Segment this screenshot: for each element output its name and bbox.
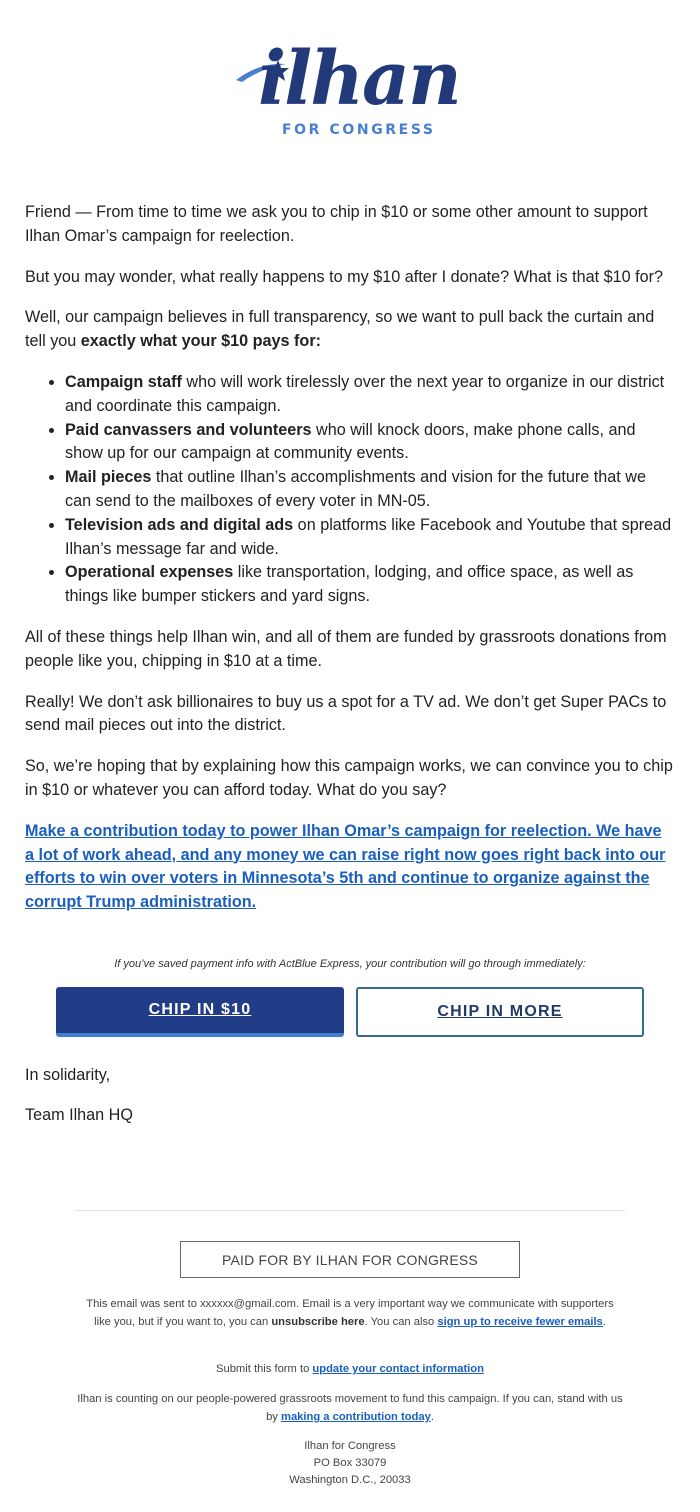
making-contribution-link[interactable]: making a contribution today xyxy=(281,1411,431,1423)
list-item-text: like transportation, lodging, and office space, as well as things like bumper stickers and yard signs. xyxy=(65,563,634,606)
sent-to-text-3: . xyxy=(602,1316,606,1328)
footer-address xyxy=(0,1438,700,1489)
list-item-bold: Television ads and digital ads xyxy=(65,515,294,534)
list-item xyxy=(65,561,675,609)
address-box: PO Box 33079 xyxy=(313,1457,387,1469)
sent-to-text-2: . You can also xyxy=(364,1316,438,1328)
address-name: Ilhan for Congress xyxy=(304,1440,396,1452)
actblue-note: If you’ve saved payment info with ActBlue Express, your contribution will go through immediately: xyxy=(114,958,586,970)
ask-paragraph: So, we’re hoping that by explaining how this campaign works, we can convince you to chip in $10 or whatever you can afford today. What do you say? xyxy=(25,757,673,799)
intro-paragraph: Friend — From time to time we ask you to chip in $10 or some other amount to support Ilhan Omar’s campaign for reelection. xyxy=(25,203,648,245)
update-contact-link[interactable]: update your contact information xyxy=(312,1363,484,1375)
list-item-bold: Operational expenses xyxy=(65,563,234,582)
fewer-emails-link[interactable]: sign up to receive fewer emails xyxy=(437,1316,603,1328)
grassroots-paragraph: All of these things help Ilhan win, and all of them are funded by grassroots donations from people like you, chipping in $10 at a time. xyxy=(25,627,667,670)
list-item-bold: Campaign staff xyxy=(65,372,182,391)
logo-wordmark: ilhan xyxy=(258,36,460,122)
address-city: Washington D.C., 20033 xyxy=(289,1474,411,1486)
cta-paragraph xyxy=(25,820,675,915)
chip-in-10-button[interactable]: CHIP IN $10 xyxy=(56,987,344,1037)
footer-sent-to xyxy=(0,1295,700,1331)
logo-subtitle: FOR CONGRESS xyxy=(282,122,436,138)
sent-to-text: This email was sent to xxxxxx@gmail.com. Email is a very important way we communicate with supporters like you, but if you want to, you can xyxy=(86,1298,614,1328)
signature-text: Team Ilhan HQ xyxy=(25,1106,133,1124)
closing-text: In solidarity, xyxy=(25,1066,111,1084)
list-item xyxy=(65,419,675,467)
counting-text: Ilhan is counting on our people-powered grassroots movement to fund this campaign. If you can, stand with us by xyxy=(77,1393,623,1423)
footer-update-contact xyxy=(0,1360,700,1378)
unsubscribe-link[interactable]: unsubscribe here xyxy=(271,1316,365,1328)
list-item-text: on platforms like Facebook and Youtube that spread Ilhan’s message far and wide. xyxy=(65,515,672,558)
list-item xyxy=(65,371,675,419)
transparency-lead: Well, our campaign believes in full transparency, so we want to pull back the curtain and tell you xyxy=(25,308,655,351)
list-item-bold: Paid canvassers and volunteers xyxy=(65,420,312,439)
campaign-logo xyxy=(230,36,470,144)
list-item-text: who will knock doors, make phone calls, and show up for our campaign at community events. xyxy=(65,420,636,463)
chip-in-more-button[interactable]: CHIP IN MORE xyxy=(356,987,644,1037)
transparency-paragraph xyxy=(25,306,675,354)
email-body xyxy=(25,201,675,932)
transparency-bold: exactly what your $10 pays for: xyxy=(80,332,322,351)
list-item xyxy=(65,466,675,514)
list-item-text: that outline Ilhan’s accomplishments and vision for the future that we can send to the mailboxes of every voter in MN-05. xyxy=(65,468,646,510)
contribution-link[interactable]: Make a contribution today to power Ilhan Omar’s campaign for reelection. We have a lot of work ahead, and any money we can raise right now goes right back into our efforts to win over voters in Minnesota’s 5th and continue to organize against the corrupt Trump administration. xyxy=(25,821,666,912)
list-item xyxy=(65,514,675,562)
footer-counting xyxy=(0,1390,700,1426)
list-item-text: who will work tirelessly over the next year to organize in our district and coordinate this campaign. xyxy=(65,372,665,415)
signoff xyxy=(25,1064,133,1144)
paid-for-box: PAID FOR BY ILHAN FOR CONGRESS xyxy=(180,1241,520,1278)
footer-divider xyxy=(75,1210,625,1211)
question-paragraph: But you may wonder, what really happens to my $10 after I donate? What is that $10 for? xyxy=(25,267,663,286)
submit-form-text: Submit this form to xyxy=(216,1363,313,1375)
really-paragraph: Really! We don’t ask billionaires to buy us a spot for a TV ad. We don’t get Super PACs to send mail pieces out into the district. xyxy=(25,692,667,735)
expense-list xyxy=(25,371,675,609)
list-item-bold: Mail pieces xyxy=(65,468,152,487)
counting-text-2: . xyxy=(430,1411,434,1423)
